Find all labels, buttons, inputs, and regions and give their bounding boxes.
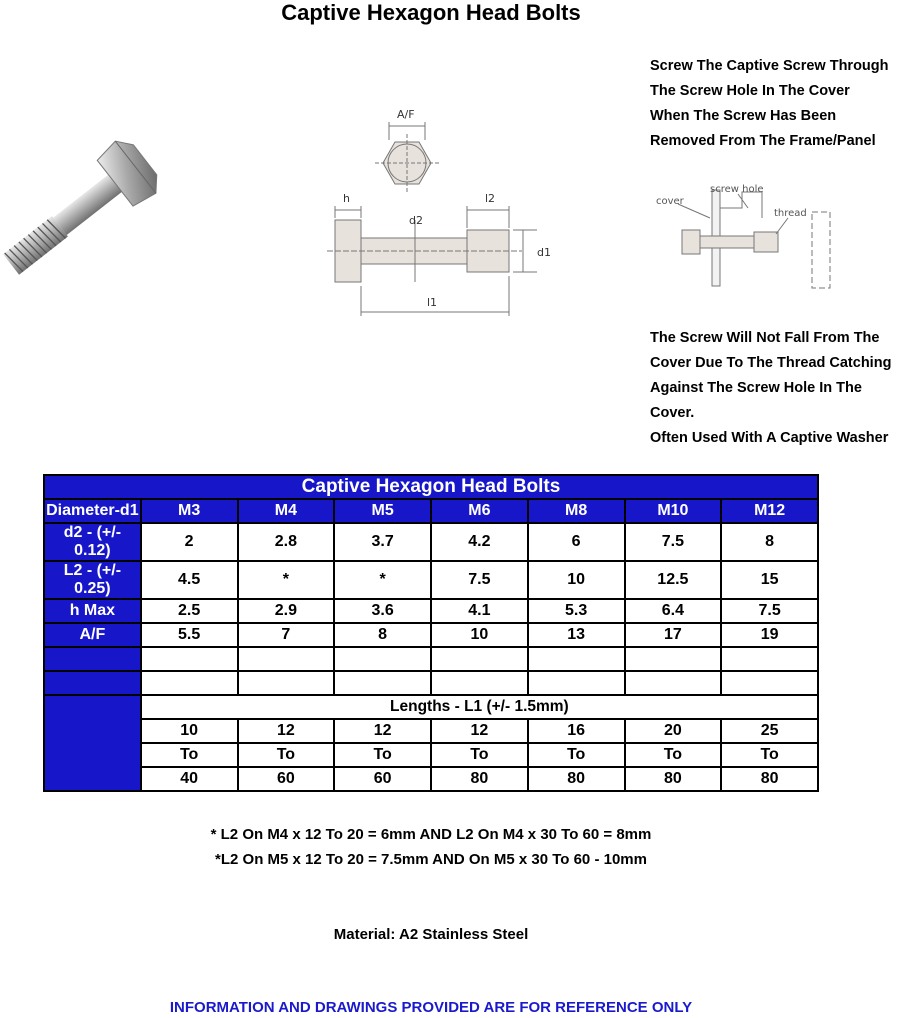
length-to: To xyxy=(625,743,722,767)
disclaimer: INFORMATION AND DRAWINGS PROVIDED ARE FOR REFERENCE ONLY xyxy=(169,999,693,1016)
table-cell: * xyxy=(334,561,431,599)
length-from: 16 xyxy=(528,719,625,743)
table-cell-empty xyxy=(721,671,818,695)
side-text-line: When The Screw Has Been xyxy=(650,108,837,124)
table-cell: 4.1 xyxy=(431,599,528,623)
table-title: Captive Hexagon Head Bolts xyxy=(44,475,818,499)
row-label-empty xyxy=(44,671,141,695)
length-to: To xyxy=(334,743,431,767)
table-cell: 7.5 xyxy=(431,561,528,599)
length-from: 10 xyxy=(141,719,238,743)
side-text-top xyxy=(650,54,889,154)
table-cell: 17 xyxy=(625,623,722,647)
table-cell: 19 xyxy=(721,623,818,647)
size-header: M5 xyxy=(334,499,431,523)
table-cell-empty xyxy=(431,647,528,671)
table-row-empty xyxy=(44,671,818,695)
length-from: 20 xyxy=(625,719,722,743)
table-cell-empty xyxy=(528,671,625,695)
size-header: M10 xyxy=(625,499,722,523)
table-cell: 12.5 xyxy=(625,561,722,599)
table-cell: 7.5 xyxy=(625,523,722,561)
table-cell: 4.5 xyxy=(141,561,238,599)
table-cell: 2.9 xyxy=(238,599,335,623)
table-row-empty xyxy=(44,647,818,671)
side-text-line: The Screw Will Not Fall From The xyxy=(650,330,880,346)
size-header: M12 xyxy=(721,499,818,523)
row-label-empty xyxy=(44,647,141,671)
table-cell: 15 xyxy=(721,561,818,599)
length-upto: 80 xyxy=(625,767,722,791)
spec-table xyxy=(43,474,819,792)
table-row xyxy=(44,767,818,791)
table-cell-empty xyxy=(238,647,335,671)
lengths-header-row xyxy=(44,695,818,719)
length-from: 12 xyxy=(431,719,528,743)
side-text-bottom xyxy=(650,326,891,451)
row-label: A/F xyxy=(44,623,141,647)
length-upto: 60 xyxy=(238,767,335,791)
lengths-label-block xyxy=(44,695,141,791)
size-header: M6 xyxy=(431,499,528,523)
table-cell-empty xyxy=(528,647,625,671)
row-label: h Max xyxy=(44,599,141,623)
captive-screw-diagram xyxy=(652,178,842,298)
side-text-line: Removed From The Frame/Panel xyxy=(650,133,876,149)
table-cell: 2.5 xyxy=(141,599,238,623)
diagram-label-cover: cover xyxy=(656,196,684,207)
length-to: To xyxy=(431,743,528,767)
length-upto: 80 xyxy=(528,767,625,791)
length-upto: 60 xyxy=(334,767,431,791)
drawing-label-d2: d2 xyxy=(409,214,423,227)
length-upto: 80 xyxy=(431,767,528,791)
table-cell: 10 xyxy=(528,561,625,599)
table-row xyxy=(44,623,818,647)
table-cell-empty xyxy=(625,647,722,671)
table-row xyxy=(44,561,818,599)
drawing-label-l1: l1 xyxy=(427,296,438,309)
page-title: Captive Hexagon Head Bolts xyxy=(281,0,581,25)
length-from: 25 xyxy=(721,719,818,743)
table-row xyxy=(44,599,818,623)
table-cell-empty xyxy=(238,671,335,695)
table-cell-empty xyxy=(334,647,431,671)
lengths-header: Lengths - L1 (+/- 1.5mm) xyxy=(141,695,818,719)
table-cell: 2.8 xyxy=(238,523,335,561)
row-label: Diameter-d1 xyxy=(44,499,141,523)
drawing-label-af: A/F xyxy=(397,108,415,121)
table-cell: 4.2 xyxy=(431,523,528,561)
table-cell: 3.7 xyxy=(334,523,431,561)
table-cell: * xyxy=(238,561,335,599)
table-cell: 13 xyxy=(528,623,625,647)
size-header: M4 xyxy=(238,499,335,523)
material-note: Material: A2 Stainless Steel xyxy=(333,926,529,943)
length-to: To xyxy=(238,743,335,767)
side-text-line: Often Used With A Captive Washer xyxy=(650,430,889,446)
side-text-line: Screw The Captive Screw Through xyxy=(650,58,889,74)
table-cell: 7 xyxy=(238,623,335,647)
table-cell-empty xyxy=(625,671,722,695)
table-cell-empty xyxy=(141,671,238,695)
table-row xyxy=(44,719,818,743)
side-text-line: Cover. xyxy=(650,405,695,421)
footnote: *L2 On M5 x 12 To 20 = 7.5mm AND On M5 x 30 To 60 - 10mm xyxy=(215,851,647,868)
diagram-label-thread: thread xyxy=(774,208,807,219)
table-cell: 6.4 xyxy=(625,599,722,623)
length-from: 12 xyxy=(238,719,335,743)
size-header: M8 xyxy=(528,499,625,523)
table-row xyxy=(44,743,818,767)
table-cell-empty xyxy=(431,671,528,695)
row-label: d2 - (+/- 0.12) xyxy=(44,523,141,561)
drawing-label-l2: l2 xyxy=(485,192,496,205)
drawing-label-h: h xyxy=(343,192,350,205)
length-to: To xyxy=(721,743,818,767)
table-cell-empty xyxy=(334,671,431,695)
table-cell: 6 xyxy=(528,523,625,561)
table-cell: 3.6 xyxy=(334,599,431,623)
table-cell: 5.5 xyxy=(141,623,238,647)
table-cell-empty xyxy=(721,647,818,671)
row-label: L2 - (+/- 0.25) xyxy=(44,561,141,599)
bolt-photo xyxy=(0,128,170,288)
length-upto: 40 xyxy=(141,767,238,791)
length-to: To xyxy=(528,743,625,767)
table-cell: 8 xyxy=(721,523,818,561)
length-upto: 80 xyxy=(721,767,818,791)
length-from: 12 xyxy=(334,719,431,743)
table-cell-empty xyxy=(141,647,238,671)
drawing-label-d1: d1 xyxy=(537,246,551,259)
table-cell: 8 xyxy=(334,623,431,647)
table-cell: 10 xyxy=(431,623,528,647)
table-row xyxy=(44,523,818,561)
side-text-line: Against The Screw Hole In The xyxy=(650,380,862,396)
table-cell: 5.3 xyxy=(528,599,625,623)
table-title-row xyxy=(44,475,818,499)
table-row xyxy=(44,499,818,523)
footnote: * L2 On M4 x 12 To 20 = 6mm AND L2 On M4 x 30 To 60 = 8mm xyxy=(210,826,652,843)
size-header: M3 xyxy=(141,499,238,523)
table-cell: 2 xyxy=(141,523,238,561)
length-to: To xyxy=(141,743,238,767)
side-text-line: The Screw Hole In The Cover xyxy=(650,83,850,99)
technical-drawing xyxy=(327,100,551,320)
diagram-label-screw-hole: screw hole xyxy=(710,184,764,195)
side-text-line: Cover Due To The Thread Catching xyxy=(650,355,892,371)
table-cell: 7.5 xyxy=(721,599,818,623)
